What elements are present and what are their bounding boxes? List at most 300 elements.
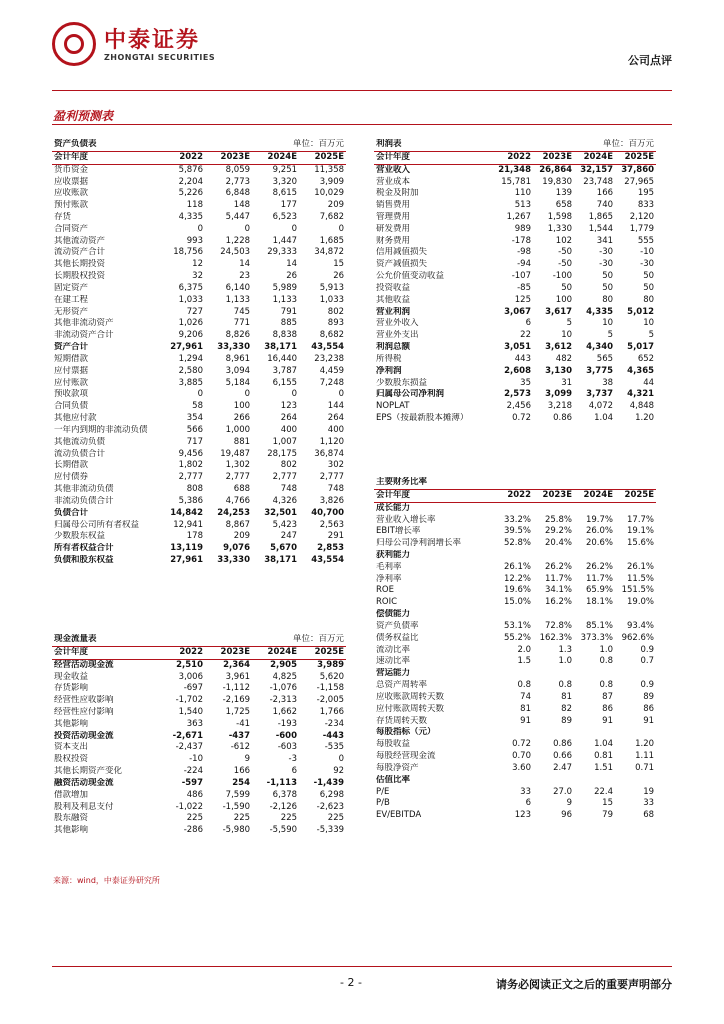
table-row <box>52 318 346 330</box>
year-header: 2022 <box>158 151 205 164</box>
cell-value: 8,682 <box>319 330 345 341</box>
cell-value: 8,615 <box>272 188 298 199</box>
cell-value: -1,702 <box>175 695 203 706</box>
cell-value <box>533 727 574 739</box>
cell-value <box>533 550 574 562</box>
row-label: 货币资金 <box>54 164 89 175</box>
cell-value: 5,620 <box>319 671 345 682</box>
table-row <box>374 236 656 248</box>
cell-value: 39.5% <box>503 526 531 537</box>
year-header: 2022 <box>158 646 205 659</box>
cell-value: 0 <box>338 389 345 400</box>
row-label: 债务权益比 <box>376 632 419 643</box>
table-row <box>374 668 656 680</box>
cell-value: 91 <box>602 715 613 726</box>
table-row <box>52 449 346 461</box>
cell-value <box>615 502 656 514</box>
cell-value <box>615 550 656 562</box>
cell-value: 5,423 <box>272 519 298 530</box>
cell-value: 0.81 <box>594 751 613 762</box>
cell-value: 24,253 <box>217 507 251 518</box>
cell-value: 1,779 <box>629 223 655 234</box>
table-title-row <box>374 477 656 489</box>
cell-value: 1.11 <box>635 751 655 762</box>
cell-value: 225 <box>327 813 345 824</box>
cell-value: 254 <box>232 777 251 788</box>
cell-value: 21,348 <box>498 164 531 175</box>
cell-value: 1.3 <box>558 644 572 655</box>
cell-value: 225 <box>233 813 251 824</box>
cell-value: 5,447 <box>225 211 251 222</box>
cell-value: 2.47 <box>553 762 572 773</box>
cell-value: 3.60 <box>512 762 531 773</box>
cell-value: -10 <box>189 754 203 765</box>
cell-value: 151.5% <box>621 585 655 596</box>
row-label: 其他流动资产 <box>54 235 106 246</box>
cell-value: 3,961 <box>225 671 251 682</box>
cell-value: 0.8 <box>599 680 613 691</box>
source-note: 来源：wind，中泰证券研究所 <box>53 876 160 885</box>
row-label: 少数股东权益 <box>54 531 106 542</box>
row-label: 营运能力 <box>376 668 411 679</box>
cell-value: 0.71 <box>635 762 655 773</box>
cell-value: 373.3% <box>580 632 613 643</box>
cell-value: 482 <box>555 353 573 364</box>
row-label: P/E <box>376 786 390 797</box>
cell-value: 5 <box>648 330 655 341</box>
cell-value: 65.9% <box>585 585 613 596</box>
cell-value: 2,573 <box>504 389 531 400</box>
cell-value: 19.7% <box>585 514 613 525</box>
cell-value: 885 <box>280 318 298 329</box>
table-row <box>374 633 656 645</box>
table-title: 资产负债表 <box>52 139 252 151</box>
table-row <box>374 739 656 751</box>
cell-value: -600 <box>275 730 298 741</box>
table-row <box>374 502 656 514</box>
cell-value: 0.86 <box>553 413 573 424</box>
cell-value <box>615 775 656 787</box>
cell-value: 0.8 <box>517 680 531 691</box>
cell-value: 4,335 <box>178 211 203 222</box>
cell-value: -2,313 <box>269 695 298 706</box>
row-label: 每股收益 <box>376 739 411 750</box>
row-label: 非流动负债合计 <box>54 495 114 506</box>
row-label: 营业利润 <box>376 306 411 317</box>
cell-value: 658 <box>555 200 573 211</box>
cell-value: -85 <box>517 282 531 293</box>
cell-value: 26.1% <box>627 561 655 572</box>
row-label: 估值比率 <box>376 774 411 785</box>
table-row <box>374 378 656 390</box>
cell-value: 34.1% <box>544 585 572 596</box>
table-row <box>52 778 346 790</box>
table-row <box>52 543 346 555</box>
table-row <box>52 472 346 484</box>
cell-value <box>574 668 615 680</box>
cell-value: -50 <box>558 247 573 258</box>
cell-value: 29.2% <box>544 526 572 537</box>
cell-value: 0 <box>291 389 298 400</box>
cell-value: 50 <box>643 271 655 282</box>
table-row <box>52 719 346 731</box>
row-label: EV/EBITDA <box>376 810 422 821</box>
cell-value: 9 <box>244 754 251 765</box>
cell-value: 881 <box>233 436 251 447</box>
cell-value: 125 <box>514 294 531 305</box>
row-label: 归属母公司所有者权益 <box>54 519 140 530</box>
cell-value: 5,989 <box>272 282 298 293</box>
cell-value: 2,905 <box>270 659 298 670</box>
row-label: 毛利率 <box>376 561 402 572</box>
cell-value: 3,320 <box>272 176 298 187</box>
row-label: 负债和股东权益 <box>54 555 114 565</box>
year-header: 2024E <box>574 151 615 164</box>
row-label: 应收票据 <box>54 176 89 187</box>
cell-value: 26 <box>333 271 345 282</box>
cell-value: 110 <box>514 188 531 199</box>
income-statement-table <box>374 139 656 425</box>
cell-value: 50 <box>602 271 614 282</box>
cell-value: -98 <box>517 247 531 258</box>
cell-value <box>533 668 574 680</box>
cell-value: 26.0% <box>585 526 613 537</box>
cell-value: 6,378 <box>272 789 298 800</box>
table-title: 现金流量表 <box>52 634 252 646</box>
cell-value: 93.4% <box>627 620 655 631</box>
cell-value: 16,440 <box>267 353 298 364</box>
table-row <box>52 413 346 425</box>
cell-value: 266 <box>233 413 251 424</box>
cell-value: 1.20 <box>635 413 655 424</box>
table-header-row <box>374 151 656 164</box>
cell-value: 4,321 <box>627 389 655 400</box>
cell-value: 40,700 <box>311 507 345 518</box>
cell-value: 10 <box>643 318 655 329</box>
row-label: 财务费用 <box>376 235 411 246</box>
table-row <box>52 176 346 188</box>
table-row <box>52 659 346 671</box>
cell-value: 2,777 <box>225 472 251 483</box>
cell-value: 14 <box>286 259 298 270</box>
cell-value: 363 <box>186 718 203 729</box>
table-row <box>374 704 656 716</box>
row-label: 应付账款 <box>54 377 89 388</box>
cell-value: 0.66 <box>553 751 572 762</box>
row-label: 其他影响 <box>54 825 89 836</box>
cell-value: 1,026 <box>178 318 203 329</box>
cell-value: 5,012 <box>627 306 655 317</box>
cell-value: 50 <box>602 282 614 293</box>
table-row <box>52 437 346 449</box>
cell-value: 1,725 <box>225 706 251 717</box>
cell-value: 0.72 <box>512 413 531 424</box>
cell-value: -1,022 <box>175 801 203 812</box>
cell-value: 7,248 <box>319 377 345 388</box>
row-label: 短期借款 <box>54 353 89 364</box>
cell-value: 4,825 <box>272 671 298 682</box>
row-label: 投资收益 <box>376 282 411 293</box>
cell-value: 81 <box>520 703 531 714</box>
cell-value: 688 <box>233 484 251 495</box>
cell-value: 118 <box>186 200 203 211</box>
row-label: 资产合计 <box>54 342 89 353</box>
table-row <box>52 825 346 837</box>
logo-en-text: ZHONGTAI SECURITIES <box>104 53 216 62</box>
table-row <box>52 224 346 236</box>
table-row <box>52 766 346 778</box>
year-header: 2022 <box>492 489 533 502</box>
document-type: 公司点评 <box>628 54 672 67</box>
table-row <box>374 188 656 200</box>
cell-value: 11.7% <box>544 573 572 584</box>
cell-value: 32,501 <box>264 507 298 518</box>
cell-value: 33 <box>643 798 655 809</box>
cell-value <box>574 609 615 621</box>
table-row <box>374 645 656 657</box>
cell-value: 3,617 <box>545 306 573 317</box>
cell-value: 14,842 <box>170 507 203 518</box>
cell-value: 87 <box>602 691 613 702</box>
cell-value: 5,226 <box>178 188 203 199</box>
table-row <box>374 810 656 822</box>
table-row <box>374 798 656 810</box>
year-header: 2025E <box>299 151 346 164</box>
table-row <box>52 164 346 176</box>
row-label: 营业外收入 <box>376 318 419 329</box>
row-label: 所有者权益合计 <box>54 543 114 554</box>
year-header: 2024E <box>574 489 615 502</box>
cell-value: -597 <box>181 777 203 788</box>
cell-value: 2,777 <box>319 472 345 483</box>
cell-value: -5,590 <box>269 825 298 836</box>
cell-value <box>492 775 533 787</box>
table-row <box>52 555 346 567</box>
table-row <box>374 787 656 799</box>
cell-value <box>533 609 574 621</box>
cell-value: 58 <box>192 401 203 412</box>
table-unit: 单位：百万元 <box>252 139 346 151</box>
cell-value: 26.1% <box>503 561 531 572</box>
cell-value: 1,000 <box>225 424 251 435</box>
row-label: 在建工程 <box>54 294 89 305</box>
cell-value: 50 <box>643 282 655 293</box>
row-label: 研发费用 <box>376 223 411 234</box>
row-label: EBIT增长率 <box>376 526 421 537</box>
cell-value: 31 <box>561 377 573 388</box>
table-header-row <box>52 646 346 659</box>
table-title: 主要财务比率 <box>374 477 656 489</box>
cell-value: 1,007 <box>272 436 298 447</box>
cell-value: -286 <box>183 825 203 836</box>
cell-value: 19.1% <box>627 526 655 537</box>
cell-value: 9,206 <box>178 330 203 341</box>
cell-value: 26.2% <box>544 561 572 572</box>
cell-value: 209 <box>327 200 345 211</box>
cell-value: 7,599 <box>225 789 251 800</box>
cell-value: 3,826 <box>319 495 345 506</box>
cell-value <box>574 727 615 739</box>
table-row <box>52 484 346 496</box>
row-label: 其他长期资产变化 <box>54 766 123 777</box>
cell-value: 38,171 <box>264 555 298 565</box>
cash-flow-table <box>52 634 346 837</box>
cell-value: 513 <box>514 200 531 211</box>
row-label: 营业成本 <box>376 176 411 187</box>
cell-value: 38,171 <box>264 342 298 353</box>
cell-value: 745 <box>233 306 251 317</box>
table-row <box>374 727 656 739</box>
section-title: 盈利预测表 <box>53 109 114 123</box>
year-header-label: 会计年度 <box>52 151 158 164</box>
table-row <box>52 366 346 378</box>
cell-value: 34,872 <box>314 247 345 258</box>
cell-value: 225 <box>186 813 203 824</box>
cell-value: 555 <box>637 235 655 246</box>
cell-value: -1,112 <box>222 683 251 694</box>
table-row <box>52 742 346 754</box>
table-row <box>52 401 346 413</box>
cell-value: 123 <box>280 401 298 412</box>
cell-value: 89 <box>561 715 572 726</box>
cell-value: 10 <box>602 318 614 329</box>
cell-value: 1,544 <box>588 223 614 234</box>
row-label: 应付债券 <box>54 472 89 483</box>
cell-value: 15 <box>333 259 345 270</box>
cell-value: 2,608 <box>504 365 531 376</box>
row-label: 资产负债率 <box>376 620 419 631</box>
cell-value: 43,554 <box>311 555 345 565</box>
table-title-row <box>52 634 346 646</box>
cell-value: 23 <box>239 271 251 282</box>
cell-value: 989 <box>514 223 531 234</box>
cell-value: 2,204 <box>178 176 203 187</box>
cell-value: 4,335 <box>586 306 614 317</box>
cell-value: -1,113 <box>266 777 298 788</box>
cell-value: 2,853 <box>317 543 345 554</box>
cell-value: 8,961 <box>225 353 251 364</box>
cell-value: 16.2% <box>544 597 572 608</box>
cell-value: 3,067 <box>504 306 531 317</box>
cell-value: 1,302 <box>225 460 251 471</box>
cell-value: 20.4% <box>544 538 572 549</box>
cell-value: 443 <box>514 353 531 364</box>
cell-value: -437 <box>228 730 251 741</box>
table-title-row <box>374 139 656 151</box>
cell-value: 833 <box>637 200 655 211</box>
cell-value: 26.2% <box>585 561 613 572</box>
cell-value: 166 <box>596 188 614 199</box>
cell-value: 38 <box>602 377 614 388</box>
table-row <box>52 508 346 520</box>
cell-value: 35 <box>520 377 531 388</box>
cell-value: 23,748 <box>583 176 614 187</box>
table-row <box>52 271 346 283</box>
table-title: 利润表 <box>374 139 574 151</box>
year-header-label: 会计年度 <box>374 489 492 502</box>
cell-value: 3,989 <box>317 659 345 670</box>
cell-value: -94 <box>517 259 531 270</box>
cell-value: 195 <box>637 188 655 199</box>
logo-icon <box>52 22 96 66</box>
cell-value: -2,005 <box>316 695 345 706</box>
table-row <box>52 236 346 248</box>
cell-value: 1.0 <box>558 656 572 667</box>
cell-value: 5 <box>607 330 614 341</box>
cell-value: 82 <box>561 703 572 714</box>
cell-value: 166 <box>233 766 251 777</box>
year-header: 2022 <box>492 151 533 164</box>
cell-value: 341 <box>596 235 614 246</box>
cell-value: 5 <box>566 318 573 329</box>
table-row <box>374 330 656 342</box>
cell-value: 6,140 <box>225 282 251 293</box>
cell-value: -1,590 <box>222 801 251 812</box>
cell-value: -1,076 <box>269 683 298 694</box>
row-label: 投资活动现金流 <box>54 730 114 741</box>
cell-value: 1.04 <box>594 739 613 750</box>
cell-value: 27,961 <box>170 555 203 565</box>
table-row <box>52 354 346 366</box>
cell-value: 3,218 <box>547 401 573 412</box>
row-label: 速动比率 <box>376 656 411 667</box>
year-header: 2023E <box>205 151 252 164</box>
table-row <box>374 574 656 586</box>
year-header: 2024E <box>252 151 299 164</box>
cell-value: 4,766 <box>225 495 251 506</box>
table-row <box>52 520 346 532</box>
cell-value: 15.0% <box>503 597 531 608</box>
cell-value: 0.86 <box>553 739 572 750</box>
cell-value: 123 <box>514 810 531 821</box>
cell-value: 11.7% <box>585 573 613 584</box>
table-header-row <box>52 151 346 164</box>
cell-value: 264 <box>280 413 298 424</box>
row-label: 一年内到期的非流动负债 <box>54 424 148 435</box>
cell-value: 0.9 <box>640 644 655 655</box>
row-label: 应付票据 <box>54 365 89 376</box>
cell-value: 2.0 <box>517 644 531 655</box>
row-label: 负债合计 <box>54 507 89 518</box>
cell-value: 80 <box>643 294 655 305</box>
cell-value: -224 <box>183 766 203 777</box>
cell-value: 14 <box>239 259 251 270</box>
row-label: ROE <box>376 585 394 596</box>
row-label: 其他非流动资产 <box>54 318 114 329</box>
cell-value: 1,033 <box>178 294 203 305</box>
cell-value: 3,775 <box>586 365 614 376</box>
cell-value: 993 <box>186 235 203 246</box>
cell-value: 12.2% <box>503 573 531 584</box>
cell-value: 50 <box>561 282 573 293</box>
cell-value <box>615 727 656 739</box>
table-row <box>52 259 346 271</box>
cell-value: -1,439 <box>313 777 345 788</box>
cell-value: 8,867 <box>225 519 251 530</box>
table-row <box>374 366 656 378</box>
cell-value: 4,326 <box>272 495 298 506</box>
row-label: 其他收益 <box>376 294 411 305</box>
cell-value: -178 <box>511 235 531 246</box>
cell-value: 100 <box>233 401 251 412</box>
table-row <box>52 802 346 814</box>
cell-value: 1.04 <box>594 413 614 424</box>
cell-value: 1,766 <box>319 706 345 717</box>
cell-value: 74 <box>520 691 531 702</box>
cell-value: 2,510 <box>176 659 203 670</box>
cell-value: -612 <box>230 742 251 753</box>
cell-value <box>574 550 615 562</box>
